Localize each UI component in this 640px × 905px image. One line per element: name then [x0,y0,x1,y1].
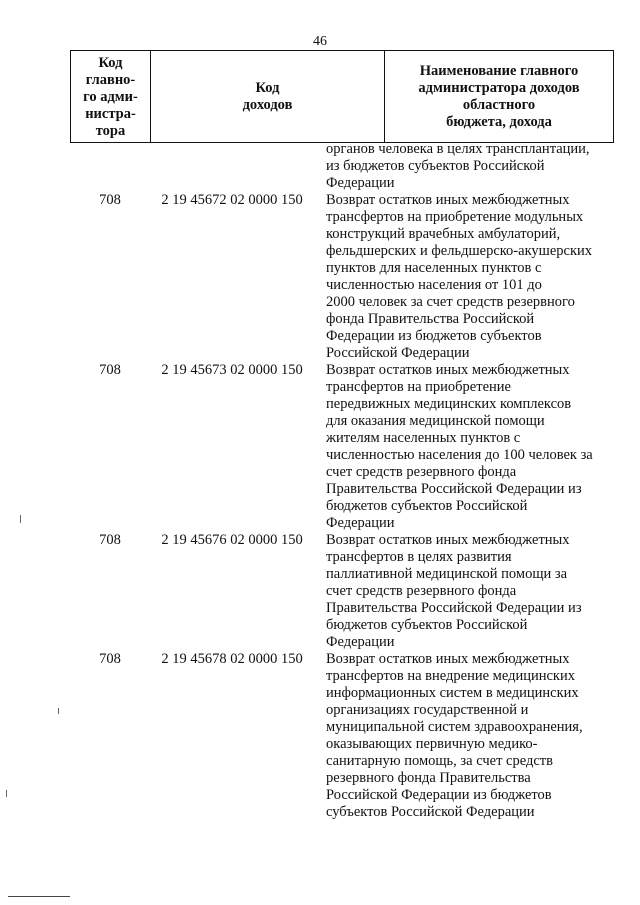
table-row [0,192,640,362]
row-name: Возврат остатков иных межбюджетных трансфертов на приобретение передвижных медицинских комплексов для оказания медицинской помощи жителям населенных пунктов с численностью населения до 100 человек за счет средств резервного фонда Правительства Российской Федерации из бюджетов субъектов Российской Федерации [326,362,593,531]
row-income-code: 2 19 45673 02 0000 150 [161,362,303,378]
row-admin-code: 708 [99,192,121,208]
row-admin-code: 708 [99,651,121,667]
header-admin-code [70,51,150,143]
header-admin-code-text: Код главно- го адми- нистра- тора [83,54,138,139]
header-name-text: Наименование главного администратора доходов областного бюджета, дохода [418,63,580,130]
table-row [0,651,640,821]
bottom-rule [8,896,70,897]
header-income-code-text: Код доходов [242,80,293,113]
header-income-code [150,51,384,143]
scan-mark [58,708,59,714]
table-row [0,362,640,532]
row-name: Возврат остатков иных межбюджетных трансфертов в целях развития паллиативной медицинской помощи за счет средств резервного фонда Правительства Российской Федерации из бюджетов субъектов Российской Федерации [326,532,582,650]
row-name: Возврат остатков иных межбюджетных трансфертов на приобретение модульных конструкций врачебных амбулаторий, фельдшерских и фельдшерско-акушерских пунктов для населенных пунктов с численностью населения от 101 до 2000 человек за счет средств резервного фонда Правительства Российской Федерации из бюджетов субъектов Российской Федерации [326,192,593,361]
row-name-continuation: органов человека в целях трансплантации, из бюджетов субъектов Российской Федерации [326,141,590,191]
page-number: 46 [313,34,327,49]
table-body [0,141,640,821]
scan-mark [20,515,21,523]
table-row-continuation [0,141,640,192]
row-income-code: 2 19 45676 02 0000 150 [161,532,303,548]
scan-mark [6,790,7,797]
row-income-code: 2 19 45678 02 0000 150 [161,651,303,667]
row-admin-code: 708 [99,532,121,548]
row-income-code: 2 19 45672 02 0000 150 [161,192,303,208]
table-row [0,532,640,651]
row-name: Возврат остатков иных межбюджетных трансфертов на внедрение медицинских информационных систем в медицинских организациях государственной и муниципальной систем здравоохранения, оказывающих первичную медико- санитарную помощь, за счет средств резервного фонда Правительства Российской Федерации из бюджетов субъектов Российской Федерации [326,651,583,820]
header-name [384,51,614,143]
table-header [70,50,614,143]
row-admin-code: 708 [99,362,121,378]
